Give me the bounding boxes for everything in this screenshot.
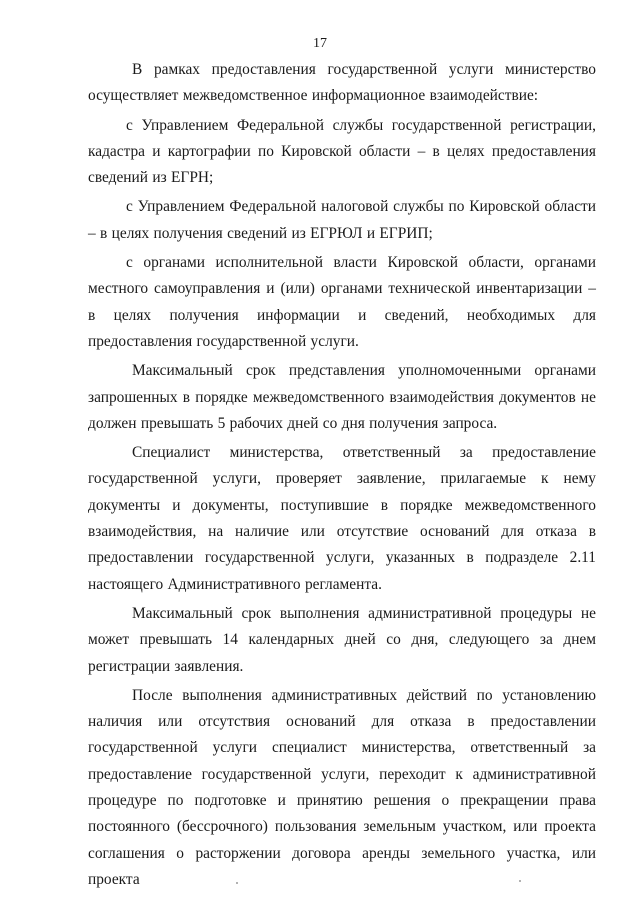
paragraph-executive-bodies: с органами исполнительной власти Кировской области, органами местного самоуправления и (или) органами технической инвентаризации – в целях получения информации и сведений, необходимых для предоставления государственной услуги.: [88, 254, 596, 350]
paragraph-tax-service: с Управлением Федеральной налоговой службы по Кировской области – в целях получения сведений из ЕГРЮЛ и ЕГРИП;: [88, 198, 596, 242]
page-number: 17: [313, 36, 327, 51]
paragraph-next-procedure: После выполнения административных действий по установлению наличия или отсутствия оснований для отказа в предоставлении государственной услуги специалист министерства, ответственный за предоставление государственной услуги, переходит к административной процедуре по подготовке и принятию решения о прекращении права постоянного (бессрочного) пользования земельным участком, или проекта соглашения о расторжении договора аренды земельного участка, или проекта: [88, 686, 596, 888]
document-body: [88, 57, 596, 896]
paragraph-interaction-intro: В рамках предоставления государственной услуги министерство осуществляет межведомственное информационное взаимодействие:: [88, 61, 596, 105]
paragraph-specialist-check: Специалист министерства, ответственный за предоставление государственной услуги, проверяет заявление, прилагаемые к нему документы и документы, поступившие в порядке межведомственного взаимодействия, на наличие или отсутствие оснований для отказа в предоставлении государственной услуги, указанных в подразделе 2.11 настоящего Административного регламента.: [88, 444, 596, 593]
scan-speck: [236, 882, 238, 884]
paragraph-rosreestr: с Управлением Федеральной службы государственной регистрации, кадастра и картографии по Кировской области – в целях предоставления сведений из ЕГРН;: [88, 116, 596, 187]
scan-speck: [519, 880, 521, 882]
paragraph-max-procedure-term: Максимальный срок выполнения административной процедуры не может превышать 14 календарных дней со дня, следующего за днем регистрации заявления.: [88, 604, 596, 675]
paragraph-max-response-term: Максимальный срок представления уполномоченными органами запрошенных в порядке межведомственного взаимодействия документов не должен превышать 5 рабочих дней со дня получения запроса.: [88, 362, 596, 432]
